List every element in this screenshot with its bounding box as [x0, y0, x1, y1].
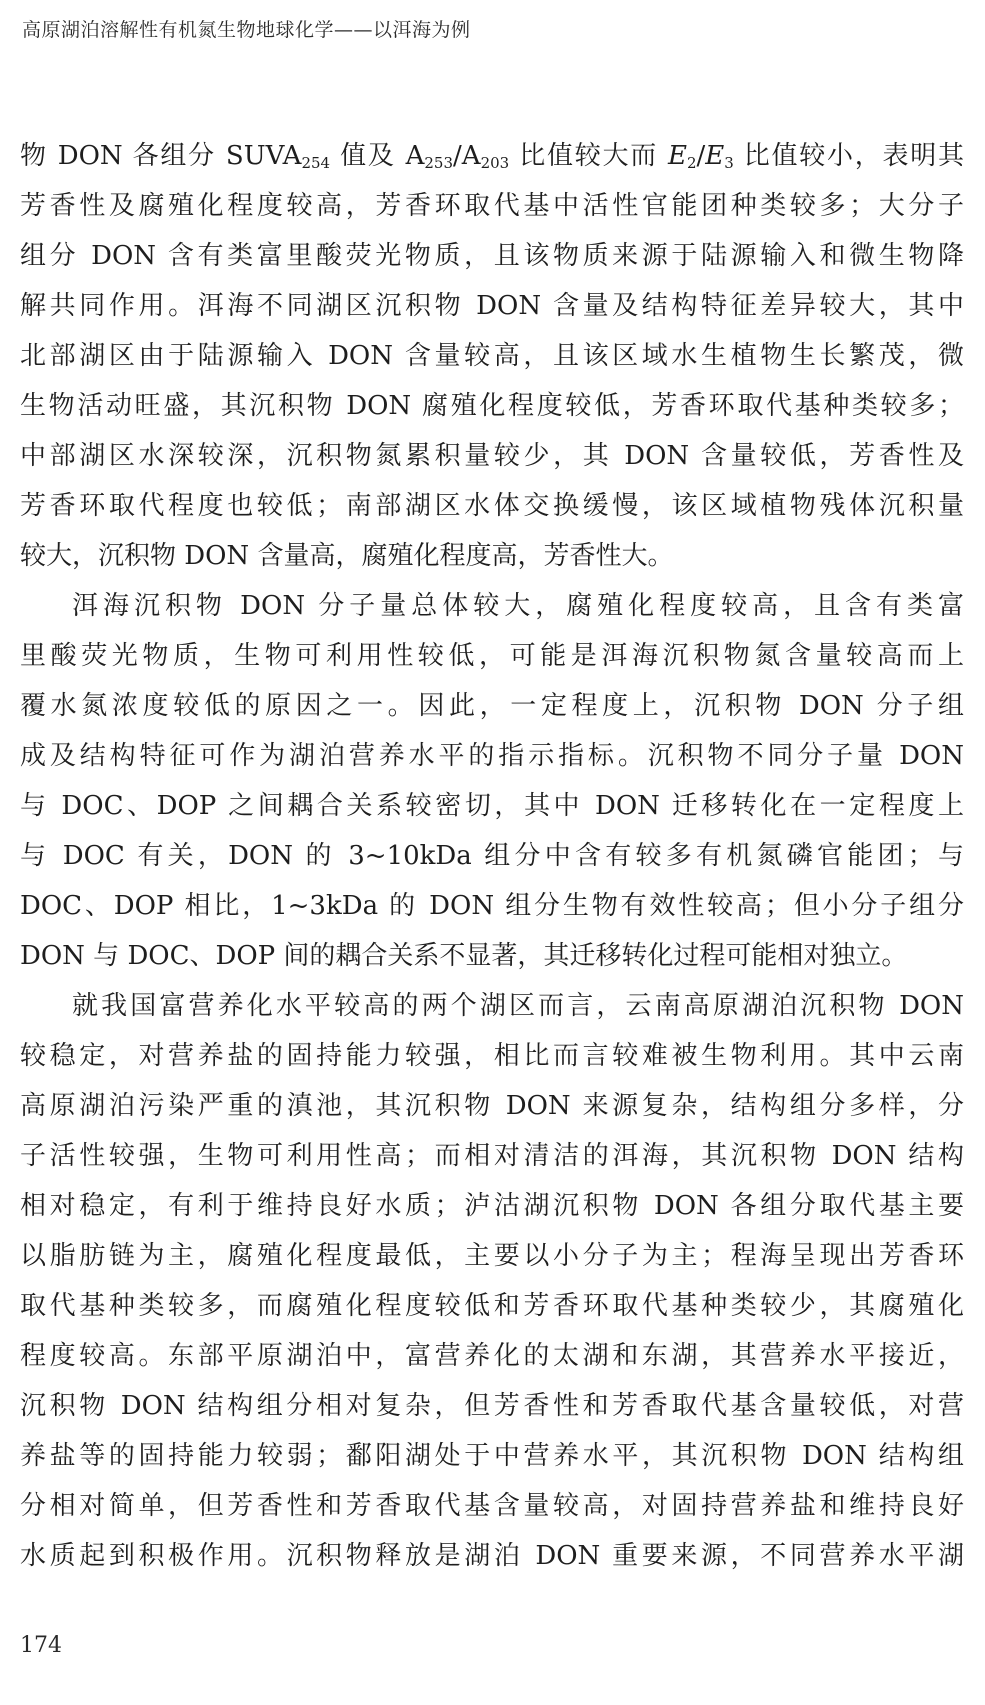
text-line: 解共同作用。洱海不同湖区沉积物 DON 含量及结构特征差异较大，其中 — [20, 291, 964, 321]
text-line: 子活性较强，生物可利用性高；而相对清洁的洱海，其沉积物 DON 结构 — [20, 1141, 964, 1171]
text-line: 就我国富营养化水平较高的两个湖区而言，云南高原湖泊沉积物 DON — [72, 991, 964, 1021]
text-line: 水质起到积极作用。沉积物释放是湖泊 DON 重要来源，不同营养水平湖 — [20, 1541, 964, 1571]
text-line: 中部湖区水深较深，沉积物氮累积量较少，其 DON 含量较低，芳香性及 — [20, 441, 964, 471]
text-line: 沉积物 DON 结构组分相对复杂，但芳香性和芳香取代基含量较低，对营 — [20, 1391, 964, 1421]
text-line: 程度较高。东部平原湖泊中，富营养化的太湖和东湖，其营养水平接近， — [20, 1341, 964, 1371]
text-line: 洱海沉积物 DON 分子量总体较大，腐殖化程度较高，且含有类富 — [72, 591, 964, 621]
text-line: 组分 DON 含有类富里酸荧光物质，且该物质来源于陆源输入和微生物降 — [20, 241, 964, 271]
text-line: 以脂肪链为主，腐殖化程度最低，主要以小分子为主；程海呈现出芳香环 — [20, 1241, 964, 1271]
text-line: 芳香性及腐殖化程度较高，芳香环取代基中活性官能团种类较多；大分子 — [20, 191, 964, 221]
text-line: 高原湖泊污染严重的滇池，其沉积物 DON 来源复杂，结构组分多样，分 — [20, 1091, 964, 1121]
paragraph-1 — [20, 131, 964, 581]
text-line: 里酸荧光物质，生物可利用性较低，可能是洱海沉积物氮含量较高而上 — [20, 641, 964, 671]
paragraph-3 — [20, 981, 964, 1581]
text-line: 较大，沉积物 DON 含量高，腐殖化程度高，芳香性大。 — [20, 541, 674, 571]
text-line: 养盐等的固持能力较弱；鄱阳湖处于中营养水平，其沉积物 DON 结构组 — [20, 1441, 964, 1471]
paragraph-2 — [20, 581, 964, 981]
text-line: 相对稳定，有利于维持良好水质；泸沽湖沉积物 DON 各组分取代基主要 — [20, 1191, 964, 1221]
text-line: 较稳定，对营养盐的固持能力较强，相比而言较难被生物利用。其中云南 — [20, 1041, 964, 1071]
text-line: 覆水氮浓度较低的原因之一。因此，一定程度上，沉积物 DON 分子组 — [20, 691, 964, 721]
text-line: 与 DOC 有关，DON 的 3~10kDa 组分中含有较多有机氮磷官能团；与 — [20, 841, 964, 871]
text-line: 北部湖区由于陆源输入 DON 含量较高，且该区域水生植物生长繁茂，微 — [20, 341, 964, 371]
text-line: 物 DON 各组分 $SUVA_{254}$ 值及 $A_{253}/A_{203}$ 比值较大而 $E_2/E_3$ 比值较小，表明其 — [20, 141, 965, 172]
text-line: 与 DOC、DOP 之间耦合关系较密切，其中 DON 迁移转化在一定程度上 — [20, 791, 964, 821]
text-line: 芳香环取代程度也较低；南部湖区水体交换缓慢，该区域植物残体沉积量 — [20, 491, 964, 521]
page-number: 174 — [20, 1633, 62, 1658]
text-line: 生物活动旺盛，其沉积物 DON 腐殖化程度较低，芳香环取代基种类较多； — [20, 391, 964, 421]
text-line: DON 与 DOC、DOP 间的耦合关系不显著，其迁移转化过程可能相对独立。 — [20, 941, 908, 971]
text-line: DOC、DOP 相比，1~3kDa 的 DON 组分生物有效性较高；但小分子组分 — [20, 891, 964, 921]
text-line: 成及结构特征可作为湖泊营养水平的指示指标。沉积物不同分子量 DON — [20, 741, 964, 771]
text-line: 取代基种类较多，而腐殖化程度较低和芳香环取代基种类较少，其腐殖化 — [20, 1291, 964, 1321]
body-text — [20, 131, 964, 1581]
running-head: 高原湖泊溶解性有机氮生物地球化学——以洱海为例 — [22, 19, 471, 41]
text-line: 分相对简单，但芳香性和芳香取代基含量较高，对固持营养盐和维持良好 — [20, 1491, 964, 1521]
